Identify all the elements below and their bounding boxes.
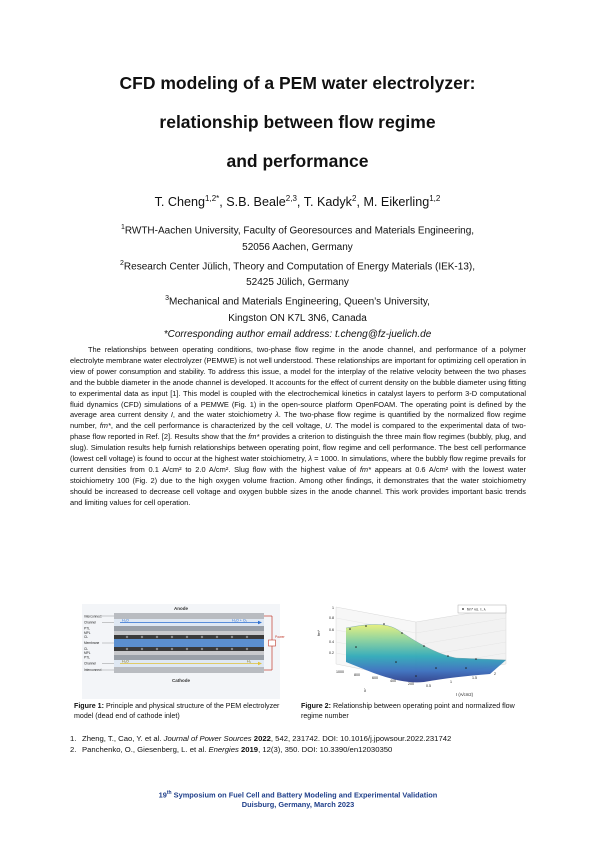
layer-label: Channel [84, 620, 96, 625]
lambda-tick-label: 1000 [336, 670, 344, 674]
author-name: T. Cheng [154, 195, 206, 210]
figure-1-schematic [82, 604, 285, 699]
lambda-tick-label: 400 [390, 679, 396, 683]
author-name: S.B. Beale [226, 195, 286, 210]
layer-label: Channel [84, 661, 96, 666]
footer-line-2: Duisburg, Germany, March 2023 [241, 800, 355, 810]
current-tick-label: 0.5 [426, 684, 431, 688]
lambda-tick-label: 200 [408, 682, 414, 686]
lambda-tick-label: 600 [372, 676, 378, 680]
layer-label: MPL [84, 631, 91, 635]
author-affil-sup: 1,2* [205, 194, 220, 203]
title-line-2: relationship between flow regime [159, 112, 436, 132]
power-label: Power [275, 635, 285, 639]
author-name: M. Eikerling [363, 195, 430, 210]
cathode-label: Cathode [172, 678, 190, 683]
layer-label: MPL [84, 651, 91, 655]
author-affil-sup: 2,3 [285, 194, 297, 203]
reference-list [70, 734, 526, 755]
figure-2-caption: Figure 2: Relationship between operating point and normalized flow regime number [301, 702, 515, 720]
author-affil-sup: 2 [351, 194, 357, 203]
figure-1-caption: Figure 1: Principle and physical structure of the PEM electrolyzer model (dead end of cathode inlet) [74, 702, 280, 720]
title-line-3: and performance [226, 151, 369, 171]
z-axis-label: fm* [316, 630, 321, 636]
anode-inlet-label: H₂O [122, 618, 129, 623]
anode-label: Anode [174, 606, 188, 611]
lambda-axis-label: λ [364, 688, 367, 693]
affiliation-city: 52056 Aachen, Germany [242, 241, 353, 253]
layer-label: Interconnect [84, 614, 102, 619]
current-tick-label: 1.5 [472, 676, 477, 680]
reference-item: 2. Panchenko, O., Giesenberg, L. et al. Energies 2019, 12(3), 350. DOI: 10.3390/en12030350 [70, 744, 393, 754]
abstract-paragraph: The relationships between operating conditions, two-phase flow regime in the anode channel, and performance of a polymer electrolyte membrane water electrolyzer (PEMWE) is not well understood. These relationships are important for optimizing cell operation in view of power consumption and stability. To address this issue, a model for the interplay of the relative velocity between the two phases and the bubble diameter in the anode channel is developed. It accounts for the effect of current density on the bubble diameter using fitting to experimental data as input [1]. This model is coupled with the electrochemical kinetics in catalyst layers to perform 3-D computational fluid dynamics (CFD) simulations of a PEMWE (Fig. 1) in the open-source platform OpenFOAM. The operating point is defined by the average area current density I, and the water stoichiometry λ. The two-phase flow regime is quantified by the normalized flow regime number, fm*, and the cell performance is characterized by the cell voltage, U. The model is compared to the experimental data of two-phase flow reported in Ref. [2]. Results show that the fm* provides a criterion to distinguish the three main flow regimes (bubbly, plug, and slug). Simulation results help furnish relationships between operating point, flow regime and cell performance. The best cell performance (lowest cell voltage) is found to occur at the highest water stoichiometry, λ = 1000. In simulations, where the bubbly flow regime prevails for current densities from 0.1 A/cm² to 2.0 A/cm². Slug flow with the highest value of fm* appears at 0.6 A/cm² with the lowest water stoichiometry 100 (Fig. 2) due to the high oxygen volume fraction. Among other findings, it demonstrates that the water stoichiometry should be increased to decrease cell voltage and oxygen bubble sizes in the anode channel. This work provides important basic trends and limiting values for cell operation. [70, 345, 527, 507]
legend-entry: fm* vs. I, λ [467, 606, 486, 612]
affiliation-city: Kingston ON K7L 3N6, Canada [228, 313, 367, 324]
current-axis-label: I (A/cm2) [456, 692, 473, 697]
layer-label: CL [84, 635, 89, 639]
layer-label: Interconnect [84, 668, 102, 672]
corresponding-author: *Corresponding author email address: t.cheng@fz-juelich.de [163, 329, 432, 341]
cathode-inlet-label: H₂O [122, 659, 129, 664]
cathode-outlet-label: H₂ [247, 659, 251, 664]
z-tick-label: 0.6 [329, 628, 334, 632]
current-tick-label: 2 [494, 672, 496, 676]
affiliation: $^2$Research Center Jülich, Theory and Computation of Energy Materials (IEK-13), [120, 259, 475, 273]
z-tick-label: 1 [332, 606, 334, 610]
abstract [70, 345, 526, 509]
conference-footer [70, 788, 526, 810]
lambda-tick-label: 800 [354, 673, 360, 677]
affiliation: $^1$RWTH-Aachen University, Faculty of Georesources and Materials Engineering, [120, 224, 475, 237]
z-tick-label: 0.2 [329, 651, 334, 655]
z-tick-label: 0.4 [329, 640, 334, 644]
figure-2-surface-plot [306, 602, 528, 700]
title-line-1: CFD modeling of a PEM water electrolyzer: [119, 73, 476, 93]
layer-label: PTL [84, 655, 90, 660]
reference-item: 1. Zheng, T., Cao, Y. et al. Journal of Power Sources 2022, 542, 231742. DOI: 10.1016/j.jpowsour.2022.231742 [70, 734, 452, 743]
affiliation-city: 52425 Jülich, Germany [246, 277, 349, 289]
footer-line-1: 19th Symposium on Fuel Cell and Battery Modeling and Experimental Validation [158, 790, 438, 800]
current-tick-label: 1 [450, 680, 452, 684]
author-name: T. Kadyk [303, 195, 352, 210]
layer-label: PTL [84, 626, 90, 631]
affiliation: $^3$Mechanical and Materials Engineering, Queen’s University, [165, 295, 430, 308]
anode-outlet-label: H₂O + O₂ [232, 618, 248, 623]
layer-label: CL [84, 647, 89, 651]
author-list: T. Cheng$^{1,2*}$, S.B. Beale$^{2,3}$, T. Kadyk$^2$, M. Eikerling$^{1,2}$ [154, 194, 441, 210]
z-tick-label: 0.8 [329, 616, 334, 620]
author-affil-sup: 1,2 [429, 194, 441, 203]
layer-label: Membrane [84, 641, 100, 645]
paper-title [50, 64, 545, 181]
affiliation-list [60, 220, 535, 343]
